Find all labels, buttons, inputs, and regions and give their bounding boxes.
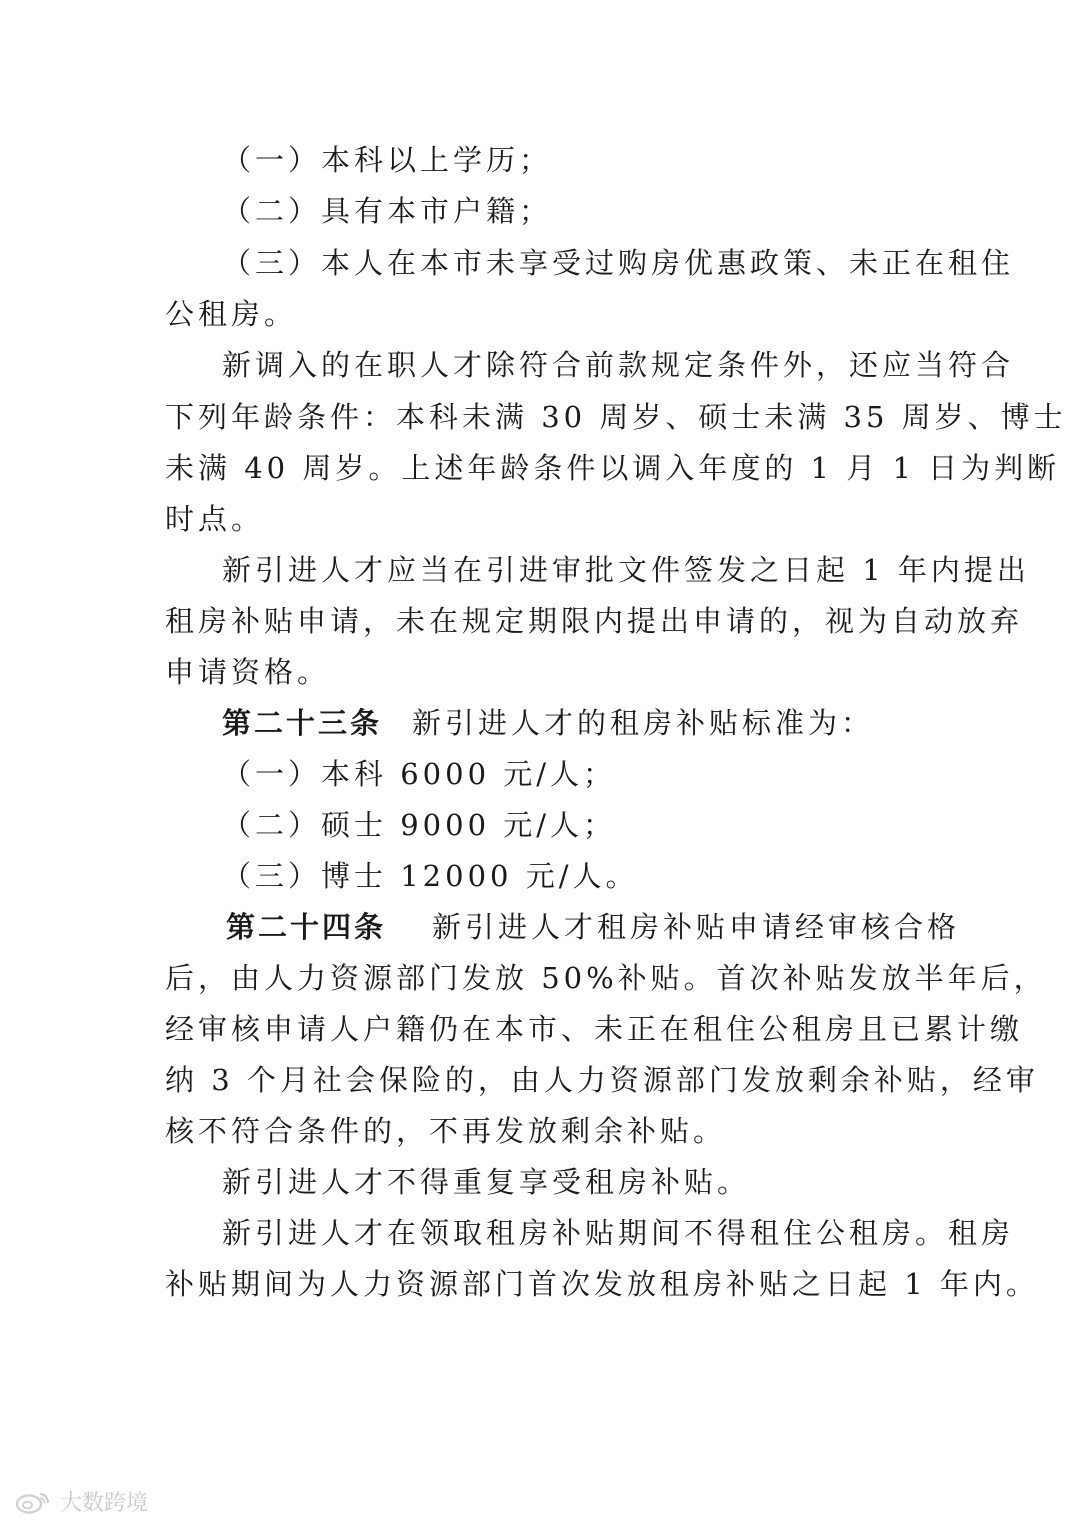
clause-text: （一）本科以上学历； [222,143,553,177]
paragraph-text: 新引进人才应当在引进审批文件签发之日起 1 年内提出 [222,553,1030,587]
article-text: 新引进人才租房补贴申请经审核合格 [432,910,961,944]
paragraph-text: 租房补贴申请，未在规定期限内提出申请的，视为自动放弃 [165,604,1024,638]
paragraph-text: 补贴期间为人力资源部门首次发放租房补贴之日起 1 年内。 [165,1267,1039,1301]
paragraph-text: 经审核申请人户籍仍在本市、未正在租住公租房且已累计缴 [165,1012,1024,1046]
paragraph-text: 下列年龄条件：本科未满 30 周岁、硕士未满 35 周岁、博士 [165,400,1067,434]
paragraph-text: 核不符合条件的，不再发放剩余补贴。 [165,1114,727,1148]
paragraph-text: 新引进人才在领取租房补贴期间不得租住公租房。租房 [222,1216,1015,1250]
watermark-text: 大数跨境 [60,1491,149,1516]
weibo-logo-icon [14,1489,54,1515]
clause-text: （一）本科 6000 元/人； [222,757,617,791]
article-heading: 第二十三条 [222,706,383,740]
clause-text: （二）硕士 9000 元/人； [222,808,617,842]
clause-text: （三）本人在本市未享受过购房优惠政策、未正在租住 [222,246,1015,280]
article-24 [226,907,960,947]
article-text: 新引进人才的租房补贴标准为： [412,706,875,740]
paragraph-text: 新引进人才不得重复享受租房补贴。 [222,1165,751,1199]
article-heading: 第二十四条 [226,910,387,944]
clause-text: 公租房。 [165,297,298,331]
paragraph-text: 申请资格。 [165,655,331,689]
clause-text: （三）博士 12000 元/人。 [222,859,639,893]
clause-text: （二）具有本市户籍； [222,194,553,228]
paragraph-text: 时点。 [165,502,265,536]
paragraph-text: 未满 40 周岁。上述年龄条件以调入年度的 1 月 1 日为判断 [165,451,1061,485]
article-23 [222,703,874,743]
paragraph-text: 纳 3 个月社会保险的，由人力资源部门发放剩余补贴，经审 [165,1063,1039,1097]
paragraph-text: 新调入的在职人才除符合前款规定条件外，还应当符合 [222,348,1015,382]
paragraph-text: 后，由人力资源部门发放 50%补贴。首次补贴发放半年后， [165,961,1047,995]
watermark [14,1486,148,1517]
